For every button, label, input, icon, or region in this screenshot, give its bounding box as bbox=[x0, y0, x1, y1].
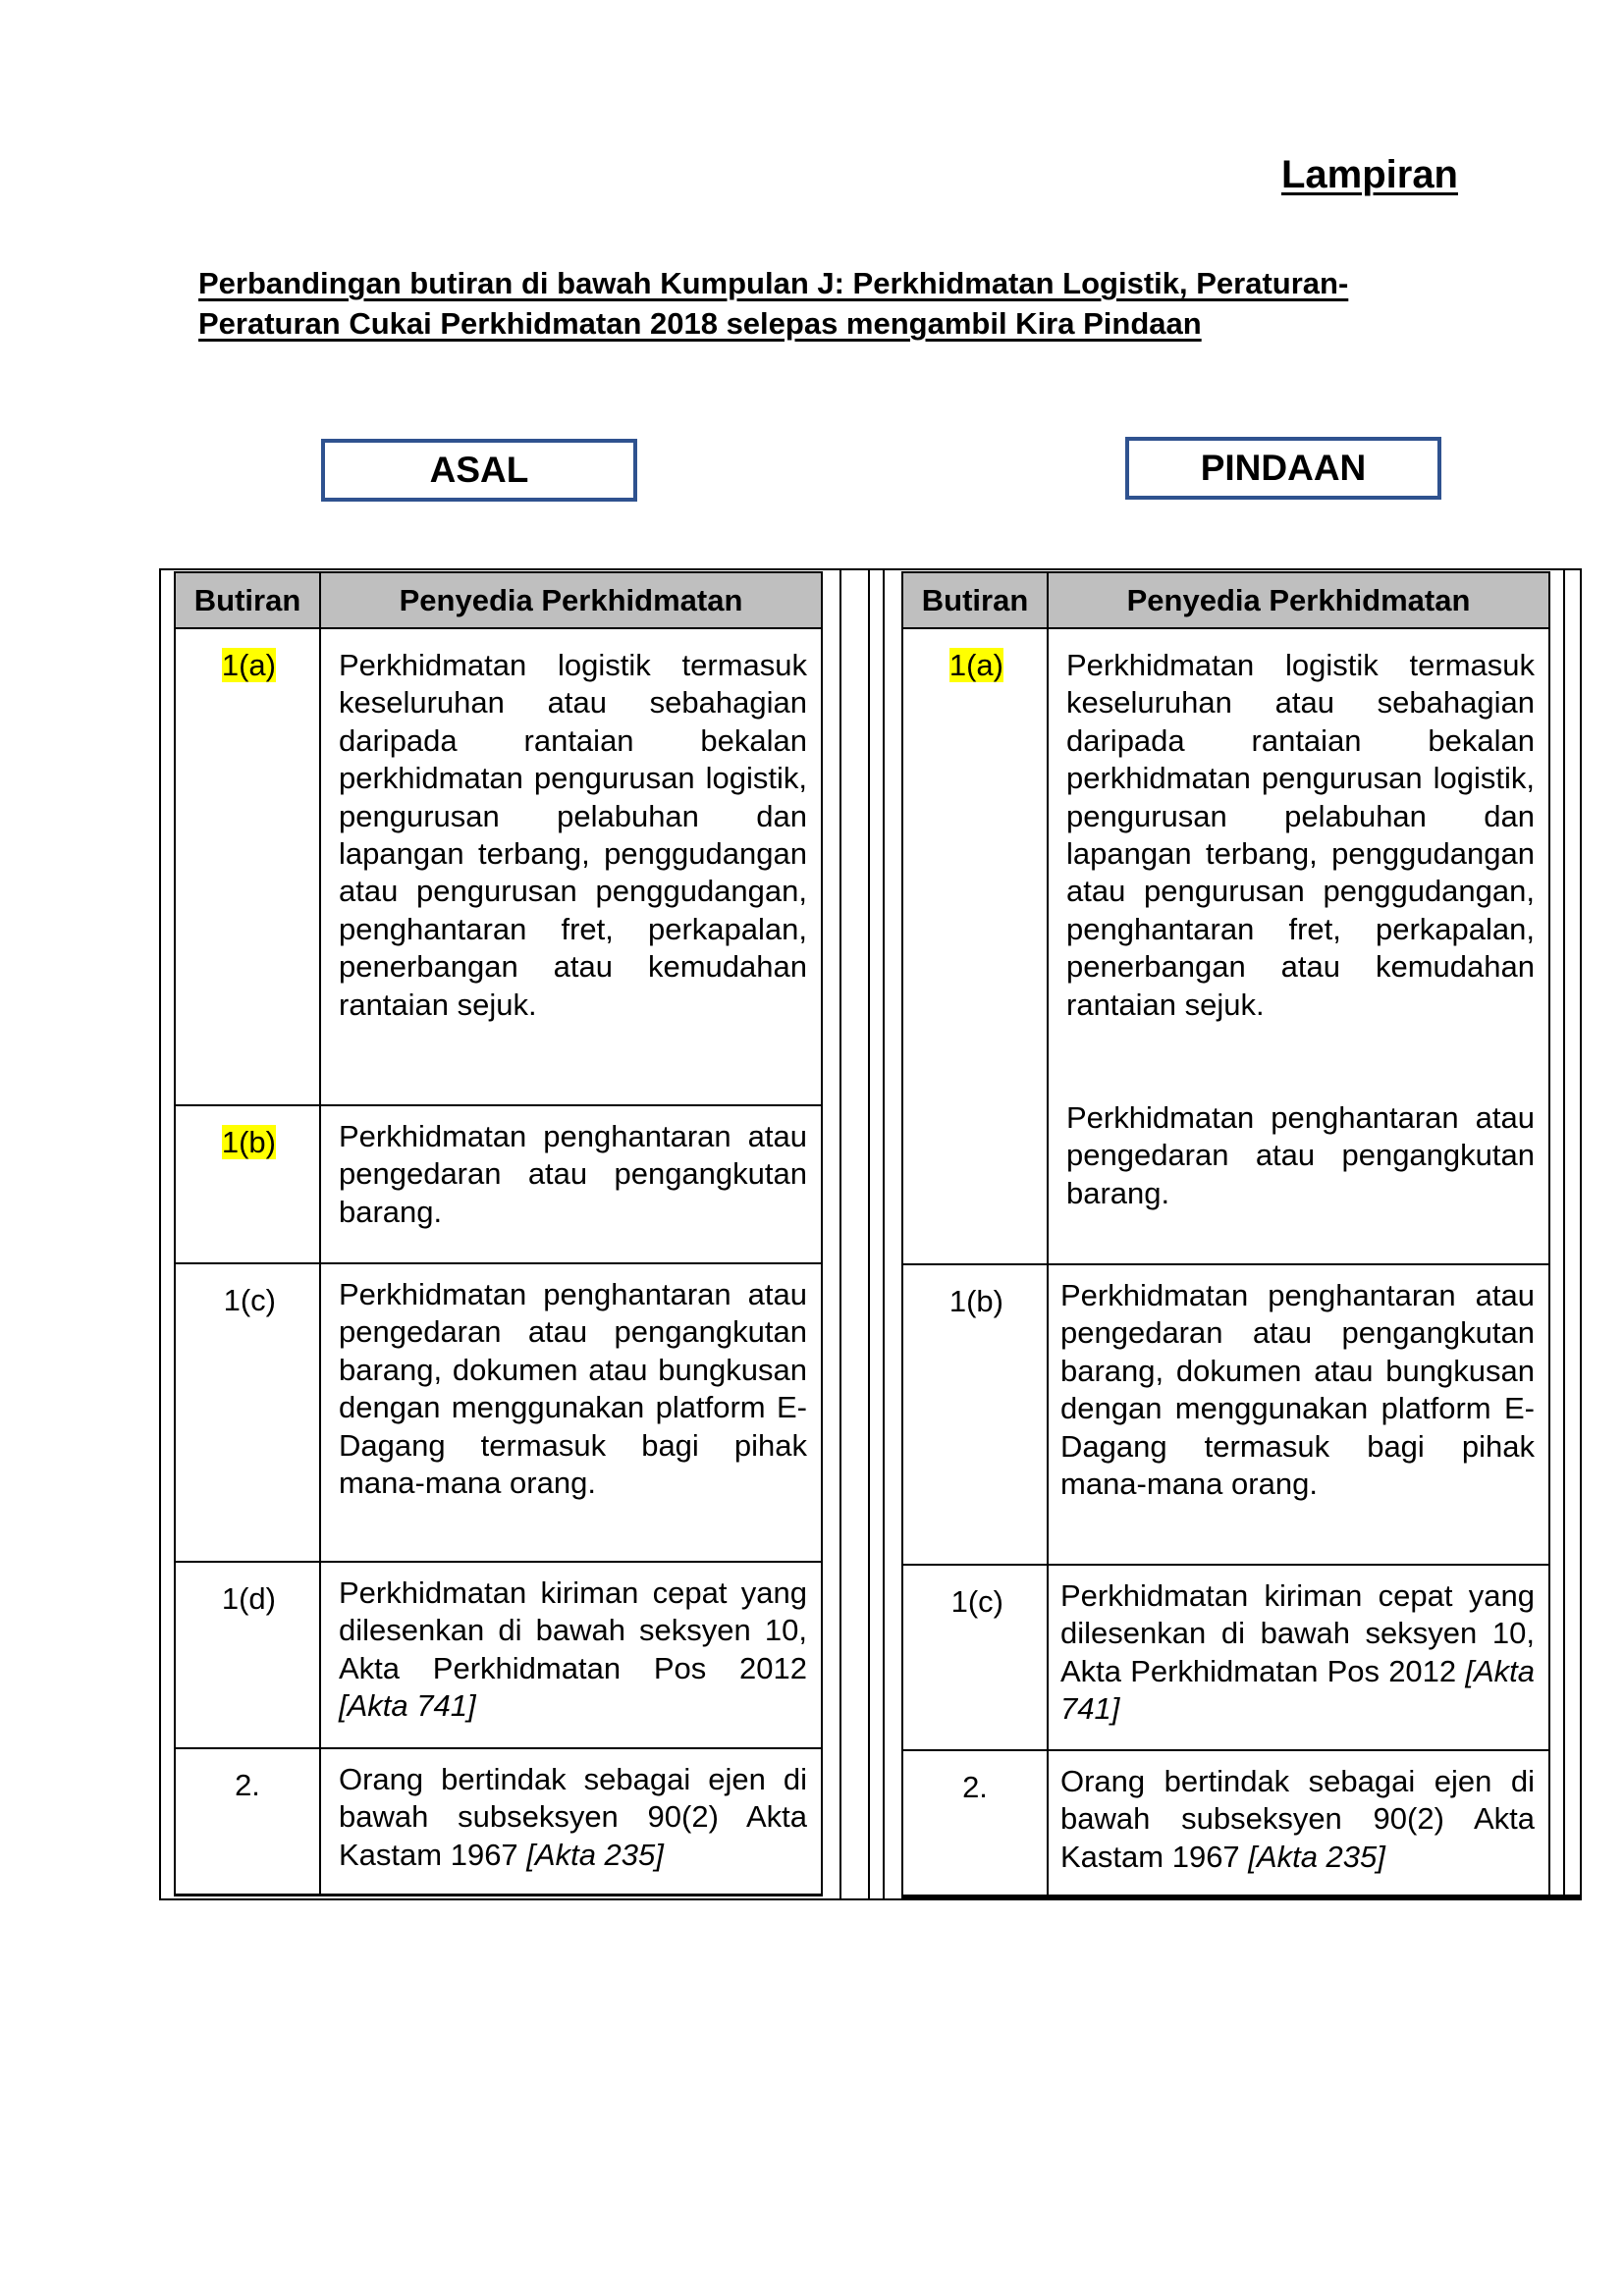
table-row bbox=[175, 1263, 822, 1562]
divider-line bbox=[868, 568, 870, 1900]
divider-line bbox=[883, 568, 885, 1900]
table-row bbox=[902, 1565, 1549, 1750]
provider-description: Perkhidmatan kiriman cepat yang dilesenkan di bawah seksyen 10, Akta Perkhidmatan Pos 2012 bbox=[1060, 1578, 1535, 1688]
butiran-number: 1(a) bbox=[948, 648, 1003, 682]
table-header-row bbox=[902, 572, 1549, 628]
table-row bbox=[175, 1748, 822, 1895]
provider-description: Perkhidmatan penghantaran atau pengedaran atau pengangkutan barang. bbox=[339, 1119, 807, 1229]
asal-label: ASAL bbox=[429, 450, 529, 490]
asal-label-box bbox=[321, 439, 637, 502]
butiran-number: 2. bbox=[962, 1770, 988, 1804]
butiran-number: 2. bbox=[235, 1768, 260, 1802]
butiran-number: 1(a) bbox=[221, 648, 276, 682]
column-header-butiran: Butiran bbox=[902, 572, 1048, 628]
table-row bbox=[902, 628, 1549, 1264]
asal-table bbox=[174, 571, 823, 1896]
act-reference: [Akta 235] bbox=[526, 1837, 664, 1872]
butiran-number: 1(c) bbox=[950, 1584, 1003, 1619]
provider-description-2: Perkhidmatan penghantaran atau pengedaran atau pengangkutan barang. bbox=[1066, 1100, 1535, 1210]
provider-description: Perkhidmatan logistik termasuk keseluruhan atau sebahagian daripada rantaian bekalan perkhidmatan pengurusan logistik, pengurusan pelabuhan dan lapangan terbang, penggudangan atau pengurusan penggudangan, penghantaran fret, perkapalan, penerbangan atau kemudahan rantaian sejuk. bbox=[339, 648, 807, 1022]
table-row bbox=[175, 1105, 822, 1263]
butiran-number: 1(d) bbox=[221, 1581, 276, 1616]
document-title: Perbandingan butiran di bawah Kumpulan J: Perkhidmatan Logistik, Peraturan-Peraturan Cukai Perkhidmatan 2018 selepas mengambil Kira Pindaan bbox=[198, 266, 1349, 341]
table-row bbox=[902, 1750, 1549, 1897]
act-reference: [Akta 235] bbox=[1248, 1839, 1385, 1874]
provider-description: Orang bertindak sebagai ejen di bawah subseksyen 90(2) Akta Kastam 1967 bbox=[1060, 1764, 1535, 1874]
provider-description: Perkhidmatan logistik termasuk keseluruhan atau sebahagian daripada rantaian bekalan perkhidmatan pengurusan logistik, pengurusan pelabuhan dan lapangan terbang, penggudangan atau pengurusan penggudangan, penghantaran fret, perkapalan, penerbangan atau kemudahan rantaian sejuk. bbox=[1066, 648, 1535, 1022]
pindaan-label: PINDAAN bbox=[1200, 448, 1367, 488]
divider-line bbox=[1563, 568, 1565, 1900]
act-reference: [Akta 741] bbox=[339, 1688, 476, 1724]
act-reference: [Akta 741] bbox=[1060, 1653, 1535, 1727]
table-row bbox=[175, 628, 822, 1105]
column-header-penyedia: Penyedia Perkhidmatan bbox=[1048, 572, 1549, 628]
pindaan-label-box bbox=[1125, 437, 1441, 500]
table-row bbox=[902, 1264, 1549, 1565]
table-bottom-rule bbox=[901, 1895, 1582, 1899]
butiran-number: 1(b) bbox=[948, 1284, 1003, 1318]
butiran-number: 1(b) bbox=[221, 1125, 276, 1159]
table-row bbox=[175, 1562, 822, 1748]
column-header-butiran: Butiran bbox=[175, 572, 320, 628]
table-header-row bbox=[175, 572, 822, 628]
lampiran-label: Lampiran bbox=[1280, 153, 1458, 196]
divider-line bbox=[839, 568, 841, 1900]
butiran-number: 1(c) bbox=[223, 1283, 276, 1317]
provider-description: Perkhidmatan kiriman cepat yang dilesenkan di bawah seksyen 10, Akta Perkhidmatan Pos 2012 bbox=[339, 1575, 807, 1685]
pindaan-table bbox=[901, 571, 1550, 1898]
provider-description: Orang bertindak sebagai ejen di bawah subseksyen 90(2) Akta Kastam 1967 bbox=[339, 1762, 807, 1872]
column-header-penyedia: Penyedia Perkhidmatan bbox=[320, 572, 822, 628]
table-bottom-rule bbox=[174, 1894, 823, 1896]
provider-description: Perkhidmatan penghantaran atau pengedaran atau pengangkutan barang, dokumen atau bungkusan dengan menggunakan platform E-Dagang termasuk bagi pihak mana-mana orang. bbox=[1060, 1278, 1535, 1502]
provider-description: Perkhidmatan penghantaran atau pengedaran atau pengangkutan barang, dokumen atau bungkusan dengan menggunakan platform E-Dagang termasuk bagi pihak mana-mana orang. bbox=[339, 1277, 807, 1501]
